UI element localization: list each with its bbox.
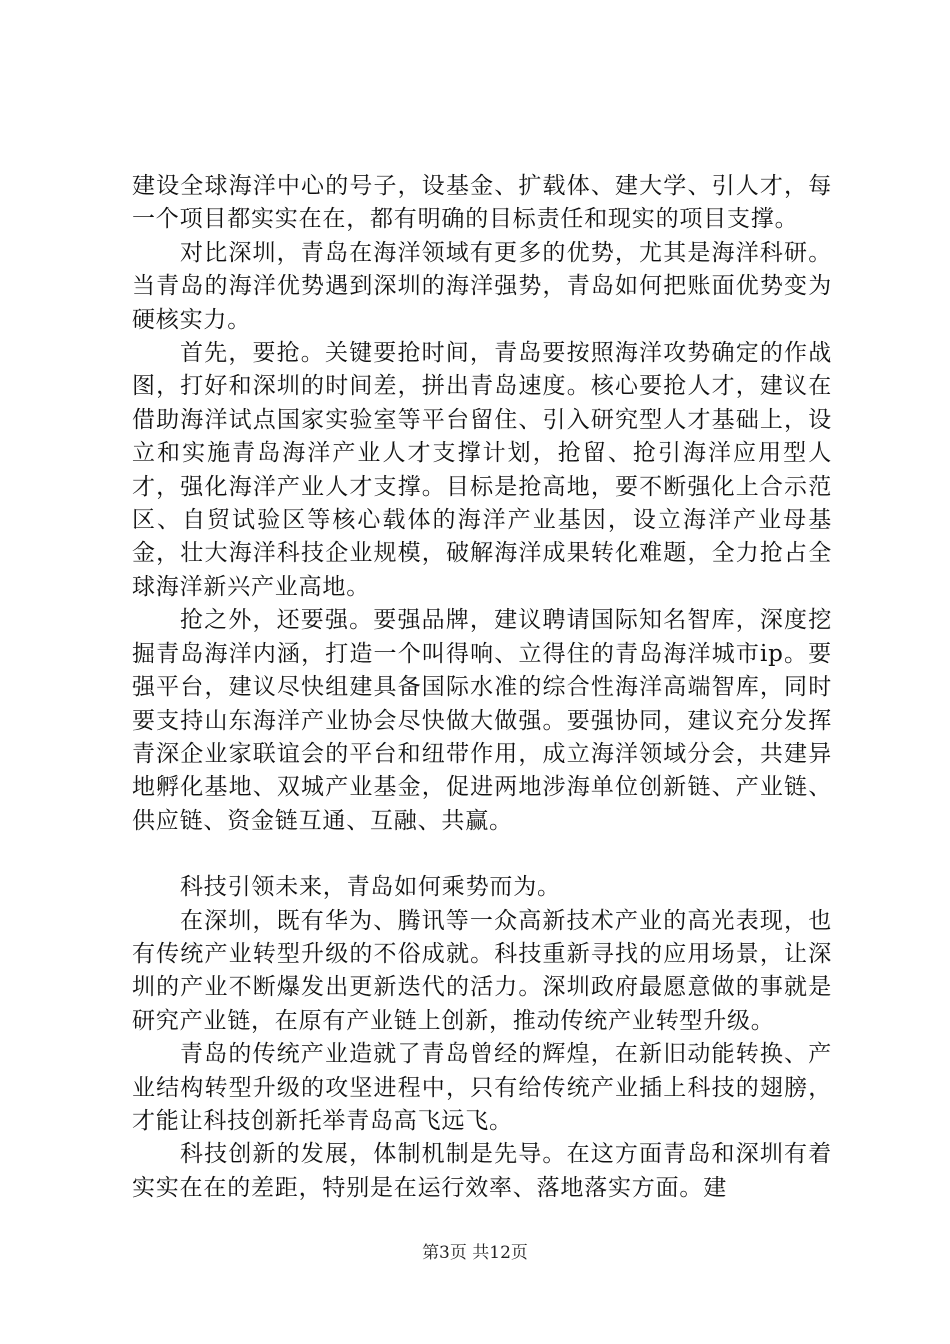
document-body — [132, 170, 832, 1205]
section-heading-technology: 科技引领未来，青岛如何乘势而为。 — [180, 874, 561, 901]
paragraph-shenzhen-tech: 在深圳，既有华为、腾讯等一众高新技术产业的高光表现，也有传统产业转型升级的不俗成就。科技重新寻找的应用场景，让深圳的产业不断爆发出更新迭代的活力。深圳政府最愿意做的事就是研究产业链，在原有产业链上创新，推动传统产业转型升级。 — [132, 907, 832, 1034]
page-number-footer: 第3页 共12页 — [422, 1243, 528, 1263]
paragraph-continuation: 建设全球海洋中心的号子，设基金、扩载体、建大学、引人才，每一个项目都实实在在，都有明确的目标责任和现实的项目支撑。 — [132, 173, 832, 233]
paragraph-strengthen: 抢之外，还要强。要强品牌，建议聘请国际知名智库，深度挖掘青岛海洋内涵，打造一个叫得响、立得住的青岛海洋城市ip。要强平台，建议尽快组建具备国际水准的综合性海洋高端智库，同时要支持山东海洋产业协会尽快做大做强。要强协同，建议充分发挥青深企业家联谊会的平台和纽带作用，成立海洋领域分会，共建异地孵化基地、双城产业基金，促进两地涉海单位创新链、产业链、供应链、资金链互通、互融、共赢。 — [132, 607, 832, 834]
paragraph-shenzhen-comparison: 对比深圳，青岛在海洋领域有更多的优势，尤其是海洋科研。当青岛的海洋优势遇到深圳的海洋强势，青岛如何把账面优势变为硬核实力。 — [132, 239, 832, 333]
paragraph-seize: 首先，要抢。关键要抢时间，青岛要按照海洋攻势确定的作战图，打好和深圳的时间差，拼出青岛速度。核心要抢人才，建议在借助海洋试点国家实验室等平台留住、引入研究型人才基础上，设立和实施青岛海洋产业人才支撑计划，抢留、抢引海洋应用型人才，强化海洋产业人才支撑。目标是抢高地，要不断强化上合示范区、自贸试验区等核心载体的海洋产业基因，设立海洋产业母基金，壮大海洋科技企业规模，破解海洋成果转化难题，全力抢占全球海洋新兴产业高地。 — [132, 340, 832, 600]
paragraph-institutional: 科技创新的发展，体制机制是先导。在这方面青岛和深圳有着实实在在的差距，特别是在运行效率、落地落实方面。建 — [132, 1141, 832, 1201]
paragraph-qingdao-traditional: 青岛的传统产业造就了青岛曾经的辉煌，在新旧动能转换、产业结构转型升级的攻坚进程中，只有给传统产业插上科技的翅膀，才能让科技创新托举青岛高飞远飞。 — [132, 1041, 832, 1134]
